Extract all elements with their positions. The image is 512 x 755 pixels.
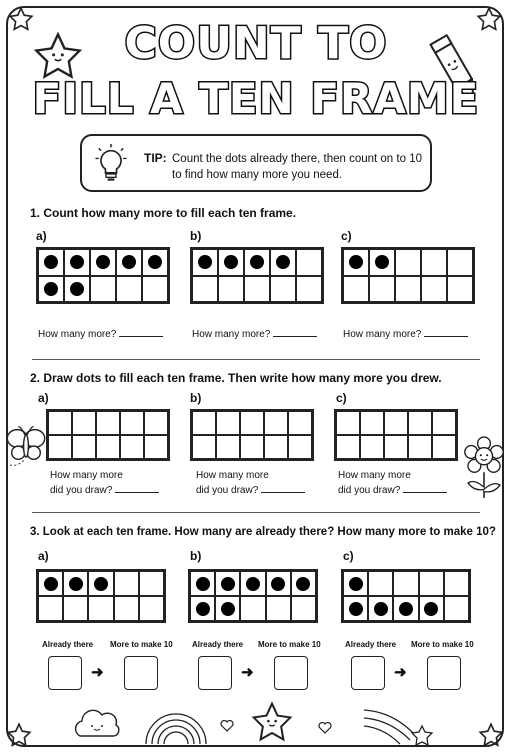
ten-frame-cell — [218, 276, 244, 303]
star-icon — [6, 722, 32, 748]
q2a-prompt-2: did you draw? — [50, 485, 113, 496]
ten-frame-cell — [63, 571, 88, 596]
ten-frame-cell — [296, 276, 322, 303]
counter-dot — [44, 282, 58, 296]
ten-frame-cell — [192, 276, 218, 303]
ten-frame-cell — [444, 571, 469, 596]
q1a-prompt: How many more? — [38, 329, 117, 340]
q1a-answer-line[interactable] — [119, 327, 163, 337]
ten-frame-cell — [215, 596, 240, 621]
ten-frame-cell — [114, 596, 139, 621]
ten-frame-cell — [368, 596, 393, 621]
counter-dot — [69, 577, 83, 591]
q2a-answer — [50, 469, 159, 498]
q2b-ten-frame[interactable] — [190, 409, 314, 461]
counter-dot — [96, 255, 110, 269]
q3a-already-label: Already there — [42, 640, 94, 649]
ten-frame-cell — [116, 276, 142, 303]
q2c-answer-line[interactable] — [403, 483, 447, 493]
ten-frame-cell — [343, 596, 368, 621]
ten-frame-cell — [240, 596, 265, 621]
q2c-label: c) — [336, 391, 347, 405]
ten-frame-cell — [38, 249, 64, 276]
counter-dot — [424, 602, 438, 616]
ten-frame-cell — [408, 435, 432, 459]
ten-frame-cell — [447, 276, 473, 303]
q2b-answer — [196, 469, 305, 498]
ten-frame-cell — [360, 411, 384, 435]
q2b-prompt-2: did you draw? — [196, 485, 259, 496]
counter-dot — [374, 602, 388, 616]
tip-label: TIP: — [144, 151, 167, 165]
ten-frame-cell — [192, 411, 216, 435]
q3a-already-box[interactable] — [48, 656, 82, 690]
q3-heading: 3. Look at each ten frame. How many are already there? How many more to make 10? — [30, 526, 496, 538]
q2b-label: b) — [190, 391, 202, 405]
ten-frame-cell — [240, 411, 264, 435]
ten-frame-cell — [421, 249, 447, 276]
ten-frame-cell — [291, 571, 316, 596]
q3b-label: b) — [190, 549, 202, 563]
ten-frame-cell — [96, 411, 120, 435]
counter-dot — [70, 282, 84, 296]
tip-text: Count the dots already there, then count on to 10 to find how many more you need. — [172, 153, 422, 181]
section-divider — [32, 359, 480, 360]
q3b-more-label: More to make 10 — [258, 640, 321, 649]
ten-frame-cell — [38, 276, 64, 303]
q2a-answer-line[interactable] — [115, 483, 159, 493]
butterfly-icon — [4, 422, 48, 468]
q3b-already-label: Already there — [192, 640, 244, 649]
counter-dot — [221, 577, 235, 591]
q3c-more-label: More to make 10 — [411, 640, 474, 649]
q2c-ten-frame[interactable] — [334, 409, 458, 461]
ten-frame-cell — [360, 435, 384, 459]
ten-frame-cell — [384, 435, 408, 459]
ten-frame-cell — [419, 571, 444, 596]
counter-dot — [224, 255, 238, 269]
counter-dot — [246, 577, 260, 591]
q2c-prompt-2: did you draw? — [338, 485, 401, 496]
q2a-ten-frame[interactable] — [46, 409, 170, 461]
q2b-answer-line[interactable] — [261, 483, 305, 493]
q1c-answer-line[interactable] — [424, 327, 468, 337]
counter-dot — [196, 602, 210, 616]
q2c-answer — [338, 469, 447, 498]
star-icon — [478, 722, 504, 748]
q1b-label: b) — [190, 229, 202, 243]
ten-frame-cell — [395, 249, 421, 276]
q1c-ten-frame — [341, 247, 475, 304]
counter-dot — [271, 577, 285, 591]
ten-frame-cell — [447, 249, 473, 276]
q3b-more-box[interactable] — [274, 656, 308, 690]
ten-frame-cell — [296, 249, 322, 276]
ten-frame-cell — [190, 596, 215, 621]
ten-frame-cell — [90, 276, 116, 303]
counter-dot — [196, 577, 210, 591]
q3a-more-box[interactable] — [124, 656, 158, 690]
counter-dot — [349, 602, 363, 616]
ten-frame-cell — [432, 411, 456, 435]
ten-frame-cell — [291, 596, 316, 621]
ten-frame-cell — [288, 435, 312, 459]
q1-heading: 1. Count how many more to fill each ten frame. — [30, 206, 297, 220]
ten-frame-cell — [270, 249, 296, 276]
q3b-ten-frame — [188, 569, 318, 623]
ten-frame-cell — [38, 596, 63, 621]
counter-dot — [122, 255, 136, 269]
q1b-ten-frame — [190, 247, 324, 304]
ten-frame-cell — [270, 276, 296, 303]
q3c-already-label: Already there — [345, 640, 397, 649]
ten-frame-cell — [369, 249, 395, 276]
ten-frame-cell — [244, 249, 270, 276]
ten-frame-cell — [48, 435, 72, 459]
counter-dot — [399, 602, 413, 616]
ten-frame-cell — [139, 596, 164, 621]
ten-frame-cell — [393, 596, 418, 621]
lightbulb-icon — [94, 144, 128, 184]
ten-frame-cell — [88, 596, 113, 621]
q3a-label: a) — [38, 549, 49, 563]
ten-frame-cell — [48, 411, 72, 435]
counter-dot — [148, 255, 162, 269]
ten-frame-cell — [244, 276, 270, 303]
q1c-label: c) — [341, 229, 352, 243]
shooting-star-icon — [360, 700, 436, 746]
q3b-already-box[interactable] — [198, 656, 232, 690]
star-icon — [250, 700, 294, 744]
ten-frame-cell — [288, 411, 312, 435]
ten-frame-cell — [264, 435, 288, 459]
ten-frame-cell — [444, 596, 469, 621]
counter-dot — [250, 255, 264, 269]
ten-frame-cell — [96, 435, 120, 459]
ten-frame-cell — [90, 249, 116, 276]
counter-dot — [349, 255, 363, 269]
ten-frame-cell — [432, 435, 456, 459]
counter-dot — [198, 255, 212, 269]
ten-frame-cell — [369, 276, 395, 303]
ten-frame-cell — [190, 571, 215, 596]
ten-frame-cell — [421, 276, 447, 303]
ten-frame-cell — [240, 435, 264, 459]
q1a-answer — [38, 327, 163, 340]
ten-frame-cell — [343, 276, 369, 303]
counter-dot — [349, 577, 363, 591]
q2-heading: 2. Draw dots to fill each ten frame. Then write how many more you drew. — [30, 371, 442, 385]
ten-frame-cell — [114, 571, 139, 596]
heart-icon — [318, 722, 332, 734]
ten-frame-cell — [343, 571, 368, 596]
section-divider — [32, 512, 480, 513]
ten-frame-cell — [408, 411, 432, 435]
q2a-label: a) — [38, 391, 49, 405]
ten-frame-cell — [393, 571, 418, 596]
q2c-prompt-1: How many more — [338, 470, 411, 481]
title-line-2: FILL A TEN FRAME — [32, 74, 480, 123]
q3c-label: c) — [343, 549, 354, 563]
q1c-answer — [343, 327, 468, 340]
ten-frame-cell — [264, 411, 288, 435]
counter-dot — [276, 255, 290, 269]
ten-frame-cell — [120, 411, 144, 435]
q1a-label: a) — [36, 229, 47, 243]
q3c-already-box[interactable] — [351, 656, 385, 690]
ten-frame-cell — [215, 571, 240, 596]
counter-dot — [375, 255, 389, 269]
ten-frame-cell — [336, 411, 360, 435]
rainbow-icon — [140, 708, 212, 746]
heart-icon — [220, 720, 234, 732]
q1c-prompt: How many more? — [343, 329, 422, 340]
title-line-1: COUNT TO — [124, 18, 388, 69]
cloud-icon — [72, 704, 124, 740]
ten-frame-cell — [216, 435, 240, 459]
ten-frame-cell — [266, 571, 291, 596]
ten-frame-cell — [395, 276, 421, 303]
q1b-prompt: How many more? — [192, 329, 271, 340]
counter-dot — [296, 577, 310, 591]
q3a-ten-frame — [36, 569, 166, 623]
arrow-right-icon: ➜ — [91, 664, 104, 681]
q1a-ten-frame — [36, 247, 170, 304]
ten-frame-cell — [38, 571, 63, 596]
tip-box — [80, 134, 432, 192]
arrow-right-icon: ➜ — [394, 664, 407, 681]
q2b-prompt-1: How many more — [196, 470, 269, 481]
ten-frame-cell — [144, 435, 168, 459]
ten-frame-cell — [419, 596, 444, 621]
ten-frame-cell — [142, 249, 168, 276]
counter-dot — [221, 602, 235, 616]
ten-frame-cell — [343, 249, 369, 276]
ten-frame-cell — [139, 571, 164, 596]
counter-dot — [44, 577, 58, 591]
q1b-answer-line[interactable] — [273, 327, 317, 337]
ten-frame-cell — [64, 276, 90, 303]
ten-frame-cell — [266, 596, 291, 621]
ten-frame-cell — [120, 435, 144, 459]
q3a-more-label: More to make 10 — [110, 640, 173, 649]
arrow-right-icon: ➜ — [241, 664, 254, 681]
ten-frame-cell — [192, 249, 218, 276]
ten-frame-cell — [64, 249, 90, 276]
ten-frame-cell — [88, 571, 113, 596]
ten-frame-cell — [216, 411, 240, 435]
ten-frame-cell — [144, 411, 168, 435]
ten-frame-cell — [240, 571, 265, 596]
flower-icon — [462, 436, 506, 500]
q1b-answer — [192, 327, 317, 340]
ten-frame-cell — [384, 411, 408, 435]
ten-frame-cell — [72, 411, 96, 435]
ten-frame-cell — [72, 435, 96, 459]
q3c-more-box[interactable] — [427, 656, 461, 690]
ten-frame-cell — [63, 596, 88, 621]
ten-frame-cell — [116, 249, 142, 276]
counter-dot — [44, 255, 58, 269]
counter-dot — [94, 577, 108, 591]
q2a-prompt-1: How many more — [50, 470, 123, 481]
q3c-ten-frame — [341, 569, 471, 623]
ten-frame-cell — [368, 571, 393, 596]
ten-frame-cell — [142, 276, 168, 303]
ten-frame-cell — [336, 435, 360, 459]
ten-frame-cell — [218, 249, 244, 276]
counter-dot — [70, 255, 84, 269]
ten-frame-cell — [192, 435, 216, 459]
